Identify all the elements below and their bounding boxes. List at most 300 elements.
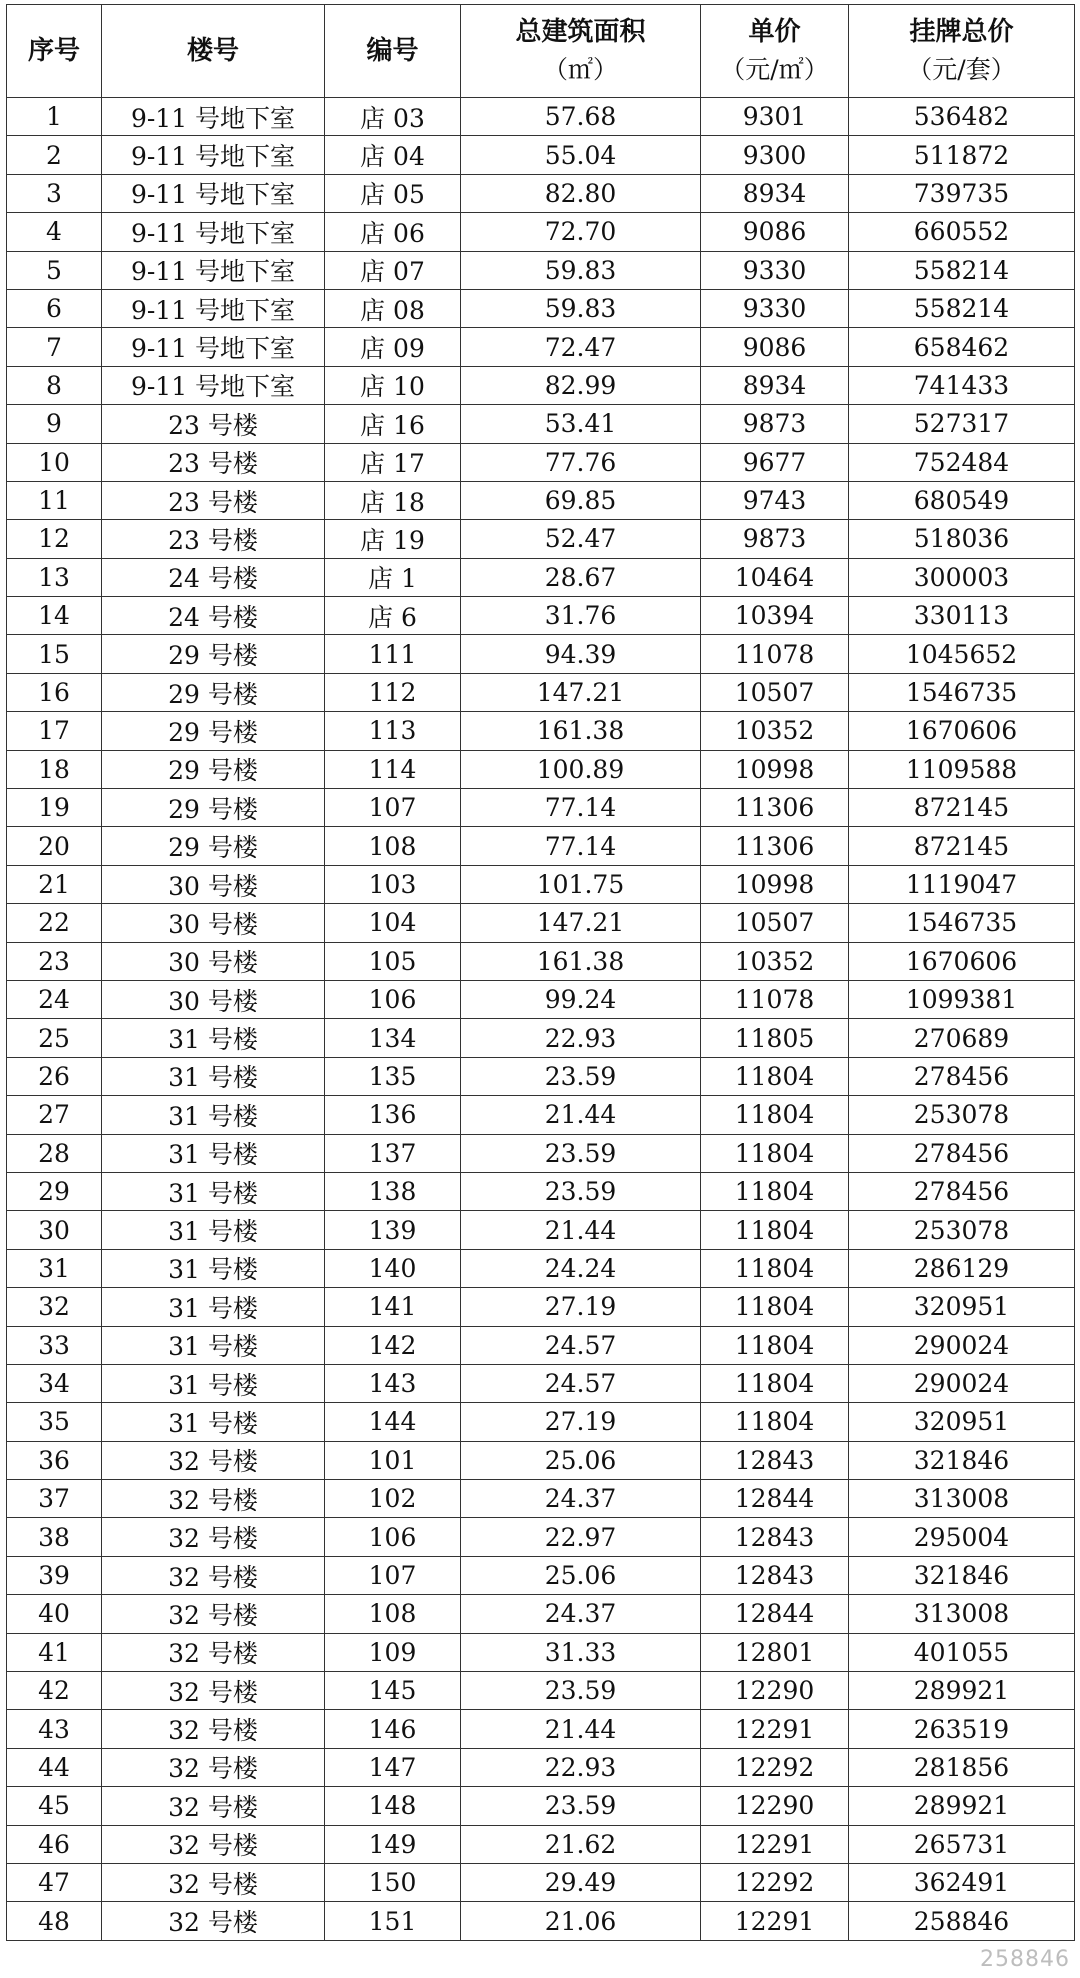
table-row xyxy=(7,942,1075,980)
table-row xyxy=(7,1825,1075,1863)
unit-price-cell: 9677 xyxy=(701,443,849,481)
total-price-cell: 289921 xyxy=(849,1672,1075,1710)
building-cell: 31 号楼 xyxy=(102,1134,325,1172)
area-cell: 21.06 xyxy=(461,1902,701,1940)
code-cell: 106 xyxy=(325,1518,461,1556)
row-index-cell: 8 xyxy=(7,366,102,404)
table-row xyxy=(7,1748,1075,1786)
code-cell: 105 xyxy=(325,942,461,980)
total-price-cell: 527317 xyxy=(849,405,1075,443)
total-price-cell: 1546735 xyxy=(849,673,1075,711)
table-row xyxy=(7,136,1075,174)
code-cell: 107 xyxy=(325,1556,461,1594)
code-cell: 111 xyxy=(325,635,461,673)
area-cell: 21.44 xyxy=(461,1096,701,1134)
row-index-cell: 45 xyxy=(7,1787,102,1825)
code-cell: 151 xyxy=(325,1902,461,1940)
total-price-cell: 1109588 xyxy=(849,750,1075,788)
area-cell: 22.93 xyxy=(461,1748,701,1786)
watermark: 258846 xyxy=(980,1947,1070,1972)
unit-price-cell: 8934 xyxy=(701,174,849,212)
table-row xyxy=(7,289,1075,327)
header-code: 编号 xyxy=(325,5,461,98)
table-row xyxy=(7,1364,1075,1402)
table-row xyxy=(7,904,1075,942)
unit-price-cell: 11804 xyxy=(701,1403,849,1441)
area-cell: 24.37 xyxy=(461,1595,701,1633)
row-index-cell: 40 xyxy=(7,1595,102,1633)
unit-price-cell: 10352 xyxy=(701,712,849,750)
total-price-cell: 1546735 xyxy=(849,904,1075,942)
total-price-cell: 511872 xyxy=(849,136,1075,174)
row-index-cell: 29 xyxy=(7,1172,102,1210)
area-cell: 72.47 xyxy=(461,328,701,366)
row-index-cell: 4 xyxy=(7,213,102,251)
table-row xyxy=(7,1403,1075,1441)
building-cell: 30 号楼 xyxy=(102,865,325,903)
area-cell: 23.59 xyxy=(461,1672,701,1710)
code-cell: 114 xyxy=(325,750,461,788)
total-price-cell: 658462 xyxy=(849,328,1075,366)
area-cell: 147.21 xyxy=(461,904,701,942)
table-header xyxy=(7,5,1075,98)
header-index: 序号 xyxy=(7,5,102,98)
table-row xyxy=(7,405,1075,443)
area-cell: 161.38 xyxy=(461,942,701,980)
table-row xyxy=(7,366,1075,404)
code-cell: 113 xyxy=(325,712,461,750)
unit-price-cell: 9330 xyxy=(701,251,849,289)
code-cell: 109 xyxy=(325,1633,461,1671)
unit-price-cell: 11804 xyxy=(701,1057,849,1095)
building-cell: 32 号楼 xyxy=(102,1441,325,1479)
total-price-cell: 286129 xyxy=(849,1249,1075,1287)
row-index-cell: 11 xyxy=(7,481,102,519)
row-index-cell: 22 xyxy=(7,904,102,942)
table-row xyxy=(7,1288,1075,1326)
area-cell: 23.59 xyxy=(461,1172,701,1210)
building-cell: 29 号楼 xyxy=(102,789,325,827)
area-cell: 24.37 xyxy=(461,1480,701,1518)
row-index-cell: 28 xyxy=(7,1134,102,1172)
row-index-cell: 15 xyxy=(7,635,102,673)
area-cell: 21.62 xyxy=(461,1825,701,1863)
code-cell: 145 xyxy=(325,1672,461,1710)
row-index-cell: 36 xyxy=(7,1441,102,1479)
total-price-cell: 295004 xyxy=(849,1518,1075,1556)
area-cell: 23.59 xyxy=(461,1134,701,1172)
code-cell: 103 xyxy=(325,865,461,903)
code-cell: 店 04 xyxy=(325,136,461,174)
code-cell: 107 xyxy=(325,789,461,827)
table-row xyxy=(7,597,1075,635)
table-row xyxy=(7,980,1075,1018)
table-row xyxy=(7,1556,1075,1594)
row-index-cell: 27 xyxy=(7,1096,102,1134)
total-price-cell: 741433 xyxy=(849,366,1075,404)
total-price-cell: 321846 xyxy=(849,1556,1075,1594)
row-index-cell: 44 xyxy=(7,1748,102,1786)
area-cell: 52.47 xyxy=(461,520,701,558)
row-index-cell: 41 xyxy=(7,1633,102,1671)
header-row xyxy=(7,5,1075,98)
table-row xyxy=(7,443,1075,481)
unit-price-cell: 10507 xyxy=(701,673,849,711)
row-index-cell: 42 xyxy=(7,1672,102,1710)
table-row xyxy=(7,712,1075,750)
unit-price-cell: 12290 xyxy=(701,1787,849,1825)
total-price-cell: 270689 xyxy=(849,1019,1075,1057)
table-row xyxy=(7,558,1075,596)
unit-price-cell: 11804 xyxy=(701,1249,849,1287)
unit-price-cell: 11805 xyxy=(701,1019,849,1057)
row-index-cell: 38 xyxy=(7,1518,102,1556)
table-row xyxy=(7,1249,1075,1287)
total-price-cell: 872145 xyxy=(849,827,1075,865)
table-row xyxy=(7,635,1075,673)
unit-price-cell: 9873 xyxy=(701,520,849,558)
area-cell: 25.06 xyxy=(461,1441,701,1479)
code-cell: 135 xyxy=(325,1057,461,1095)
unit-price-cell: 12844 xyxy=(701,1480,849,1518)
row-index-cell: 31 xyxy=(7,1249,102,1287)
row-index-cell: 9 xyxy=(7,405,102,443)
total-price-cell: 320951 xyxy=(849,1403,1075,1441)
building-cell: 31 号楼 xyxy=(102,1249,325,1287)
row-index-cell: 5 xyxy=(7,251,102,289)
unit-price-cell: 10352 xyxy=(701,942,849,980)
unit-price-cell: 10507 xyxy=(701,904,849,942)
table-row xyxy=(7,1863,1075,1901)
area-cell: 59.83 xyxy=(461,289,701,327)
area-cell: 27.19 xyxy=(461,1403,701,1441)
area-cell: 94.39 xyxy=(461,635,701,673)
total-price-cell: 278456 xyxy=(849,1134,1075,1172)
row-index-cell: 17 xyxy=(7,712,102,750)
row-index-cell: 13 xyxy=(7,558,102,596)
total-price-cell: 321846 xyxy=(849,1441,1075,1479)
total-price-cell: 1670606 xyxy=(849,712,1075,750)
unit-price-cell: 11804 xyxy=(701,1211,849,1249)
row-index-cell: 39 xyxy=(7,1556,102,1594)
total-price-cell: 289921 xyxy=(849,1787,1075,1825)
area-cell: 100.89 xyxy=(461,750,701,788)
table-row xyxy=(7,520,1075,558)
code-cell: 店 07 xyxy=(325,251,461,289)
header-total-price xyxy=(849,5,1075,98)
building-cell: 9-11 号地下室 xyxy=(102,328,325,366)
code-cell: 134 xyxy=(325,1019,461,1057)
total-price-cell: 253078 xyxy=(849,1211,1075,1249)
code-cell: 店 09 xyxy=(325,328,461,366)
area-cell: 69.85 xyxy=(461,481,701,519)
building-cell: 9-11 号地下室 xyxy=(102,174,325,212)
header-unit-price-label: 单价 xyxy=(748,17,801,47)
building-cell: 30 号楼 xyxy=(102,980,325,1018)
code-cell: 137 xyxy=(325,1134,461,1172)
code-cell: 店 6 xyxy=(325,597,461,635)
unit-price-cell: 12801 xyxy=(701,1633,849,1671)
row-index-cell: 33 xyxy=(7,1326,102,1364)
total-price-cell: 253078 xyxy=(849,1096,1075,1134)
code-cell: 店 17 xyxy=(325,443,461,481)
building-cell: 9-11 号地下室 xyxy=(102,213,325,251)
area-cell: 23.59 xyxy=(461,1057,701,1095)
unit-price-cell: 12292 xyxy=(701,1748,849,1786)
unit-price-cell: 8934 xyxy=(701,366,849,404)
unit-price-cell: 9300 xyxy=(701,136,849,174)
total-price-cell: 680549 xyxy=(849,481,1075,519)
building-cell: 31 号楼 xyxy=(102,1096,325,1134)
unit-price-cell: 10394 xyxy=(701,597,849,635)
unit-price-cell: 9743 xyxy=(701,481,849,519)
total-price-cell: 536482 xyxy=(849,98,1075,136)
building-cell: 23 号楼 xyxy=(102,443,325,481)
table-row xyxy=(7,1134,1075,1172)
unit-price-cell: 11804 xyxy=(701,1096,849,1134)
total-price-cell: 1119047 xyxy=(849,865,1075,903)
code-cell: 140 xyxy=(325,1249,461,1287)
unit-price-cell: 11804 xyxy=(701,1364,849,1402)
unit-price-cell: 10998 xyxy=(701,865,849,903)
building-cell: 23 号楼 xyxy=(102,405,325,443)
building-cell: 29 号楼 xyxy=(102,635,325,673)
unit-price-cell: 9086 xyxy=(701,213,849,251)
total-price-cell: 313008 xyxy=(849,1480,1075,1518)
code-cell: 148 xyxy=(325,1787,461,1825)
table-row xyxy=(7,1096,1075,1134)
area-cell: 22.93 xyxy=(461,1019,701,1057)
row-index-cell: 21 xyxy=(7,865,102,903)
table-row xyxy=(7,251,1075,289)
area-cell: 59.83 xyxy=(461,251,701,289)
building-cell: 31 号楼 xyxy=(102,1019,325,1057)
area-cell: 82.80 xyxy=(461,174,701,212)
building-cell: 9-11 号地下室 xyxy=(102,98,325,136)
area-cell: 99.24 xyxy=(461,980,701,1018)
unit-price-cell: 12843 xyxy=(701,1556,849,1594)
building-cell: 9-11 号地下室 xyxy=(102,136,325,174)
building-cell: 32 号楼 xyxy=(102,1633,325,1671)
area-cell: 55.04 xyxy=(461,136,701,174)
total-price-cell: 320951 xyxy=(849,1288,1075,1326)
code-cell: 104 xyxy=(325,904,461,942)
area-cell: 28.67 xyxy=(461,558,701,596)
total-price-cell: 278456 xyxy=(849,1057,1075,1095)
row-index-cell: 16 xyxy=(7,673,102,711)
table-row xyxy=(7,328,1075,366)
building-cell: 23 号楼 xyxy=(102,481,325,519)
total-price-cell: 660552 xyxy=(849,213,1075,251)
header-area xyxy=(461,5,701,98)
table-row xyxy=(7,1902,1075,1940)
row-index-cell: 35 xyxy=(7,1403,102,1441)
total-price-cell: 752484 xyxy=(849,443,1075,481)
total-price-cell: 872145 xyxy=(849,789,1075,827)
area-cell: 24.57 xyxy=(461,1364,701,1402)
table-row xyxy=(7,1633,1075,1671)
area-cell: 24.24 xyxy=(461,1249,701,1287)
unit-price-cell: 9330 xyxy=(701,289,849,327)
code-cell: 142 xyxy=(325,1326,461,1364)
row-index-cell: 24 xyxy=(7,980,102,1018)
unit-price-cell: 9086 xyxy=(701,328,849,366)
area-cell: 24.57 xyxy=(461,1326,701,1364)
area-cell: 77.14 xyxy=(461,827,701,865)
row-index-cell: 3 xyxy=(7,174,102,212)
row-index-cell: 48 xyxy=(7,1902,102,1940)
row-index-cell: 1 xyxy=(7,98,102,136)
building-cell: 31 号楼 xyxy=(102,1211,325,1249)
table-row xyxy=(7,1326,1075,1364)
unit-price-cell: 12844 xyxy=(701,1595,849,1633)
building-cell: 32 号楼 xyxy=(102,1863,325,1901)
building-cell: 29 号楼 xyxy=(102,750,325,788)
table-row xyxy=(7,865,1075,903)
code-cell: 150 xyxy=(325,1863,461,1901)
unit-price-cell: 11804 xyxy=(701,1134,849,1172)
building-cell: 9-11 号地下室 xyxy=(102,289,325,327)
building-cell: 32 号楼 xyxy=(102,1595,325,1633)
code-cell: 149 xyxy=(325,1825,461,1863)
area-cell: 77.14 xyxy=(461,789,701,827)
unit-price-cell: 9301 xyxy=(701,98,849,136)
row-index-cell: 47 xyxy=(7,1863,102,1901)
total-price-cell: 558214 xyxy=(849,289,1075,327)
row-index-cell: 20 xyxy=(7,827,102,865)
area-cell: 27.19 xyxy=(461,1288,701,1326)
unit-price-cell: 11306 xyxy=(701,789,849,827)
table-row xyxy=(7,789,1075,827)
row-index-cell: 34 xyxy=(7,1364,102,1402)
table-row xyxy=(7,673,1075,711)
building-cell: 31 号楼 xyxy=(102,1364,325,1402)
table-row xyxy=(7,213,1075,251)
code-cell: 店 06 xyxy=(325,213,461,251)
code-cell: 108 xyxy=(325,827,461,865)
code-cell: 店 03 xyxy=(325,98,461,136)
header-building: 楼号 xyxy=(102,5,325,98)
area-cell: 25.06 xyxy=(461,1556,701,1594)
building-cell: 31 号楼 xyxy=(102,1172,325,1210)
table-row xyxy=(7,98,1075,136)
table-body xyxy=(7,98,1075,1941)
total-price-cell: 258846 xyxy=(849,1902,1075,1940)
total-price-cell: 313008 xyxy=(849,1595,1075,1633)
row-index-cell: 30 xyxy=(7,1211,102,1249)
building-cell: 29 号楼 xyxy=(102,712,325,750)
building-cell: 31 号楼 xyxy=(102,1403,325,1441)
building-cell: 31 号楼 xyxy=(102,1057,325,1095)
total-price-cell: 1099381 xyxy=(849,980,1075,1018)
area-cell: 57.68 xyxy=(461,98,701,136)
header-area-label: 总建筑面积 xyxy=(515,17,646,47)
building-cell: 29 号楼 xyxy=(102,827,325,865)
header-unit-price-unit: （元/㎡） xyxy=(720,55,829,84)
building-cell: 32 号楼 xyxy=(102,1480,325,1518)
code-cell: 店 05 xyxy=(325,174,461,212)
row-index-cell: 2 xyxy=(7,136,102,174)
building-cell: 32 号楼 xyxy=(102,1748,325,1786)
building-cell: 32 号楼 xyxy=(102,1710,325,1748)
row-index-cell: 32 xyxy=(7,1288,102,1326)
unit-price-cell: 12291 xyxy=(701,1710,849,1748)
unit-price-cell: 11078 xyxy=(701,635,849,673)
row-index-cell: 14 xyxy=(7,597,102,635)
area-cell: 31.33 xyxy=(461,1633,701,1671)
area-cell: 31.76 xyxy=(461,597,701,635)
table-row xyxy=(7,1672,1075,1710)
area-cell: 72.70 xyxy=(461,213,701,251)
unit-price-cell: 12843 xyxy=(701,1518,849,1556)
total-price-cell: 265731 xyxy=(849,1825,1075,1863)
building-cell: 32 号楼 xyxy=(102,1672,325,1710)
unit-price-cell: 10464 xyxy=(701,558,849,596)
building-cell: 24 号楼 xyxy=(102,558,325,596)
code-cell: 143 xyxy=(325,1364,461,1402)
table-row xyxy=(7,1211,1075,1249)
row-index-cell: 25 xyxy=(7,1019,102,1057)
unit-price-cell: 11306 xyxy=(701,827,849,865)
table-row xyxy=(7,174,1075,212)
total-price-cell: 518036 xyxy=(849,520,1075,558)
area-cell: 82.99 xyxy=(461,366,701,404)
table-row xyxy=(7,1518,1075,1556)
building-cell: 32 号楼 xyxy=(102,1825,325,1863)
header-area-unit: （㎡） xyxy=(542,55,618,84)
code-cell: 店 1 xyxy=(325,558,461,596)
area-cell: 23.59 xyxy=(461,1787,701,1825)
building-cell: 24 号楼 xyxy=(102,597,325,635)
area-cell: 21.44 xyxy=(461,1211,701,1249)
code-cell: 144 xyxy=(325,1403,461,1441)
total-price-cell: 362491 xyxy=(849,1863,1075,1901)
total-price-cell: 1670606 xyxy=(849,942,1075,980)
code-cell: 141 xyxy=(325,1288,461,1326)
total-price-cell: 558214 xyxy=(849,251,1075,289)
building-cell: 9-11 号地下室 xyxy=(102,366,325,404)
row-index-cell: 10 xyxy=(7,443,102,481)
row-index-cell: 6 xyxy=(7,289,102,327)
building-cell: 30 号楼 xyxy=(102,904,325,942)
table-row xyxy=(7,1172,1075,1210)
code-cell: 店 10 xyxy=(325,366,461,404)
row-index-cell: 37 xyxy=(7,1480,102,1518)
code-cell: 店 08 xyxy=(325,289,461,327)
area-cell: 161.38 xyxy=(461,712,701,750)
area-cell: 22.97 xyxy=(461,1518,701,1556)
total-price-cell: 290024 xyxy=(849,1326,1075,1364)
row-index-cell: 12 xyxy=(7,520,102,558)
row-index-cell: 43 xyxy=(7,1710,102,1748)
building-cell: 9-11 号地下室 xyxy=(102,251,325,289)
unit-price-cell: 12291 xyxy=(701,1825,849,1863)
unit-price-cell: 11804 xyxy=(701,1172,849,1210)
table-row xyxy=(7,1057,1075,1095)
code-cell: 136 xyxy=(325,1096,461,1134)
price-list-table xyxy=(6,4,1075,1941)
table-row xyxy=(7,1787,1075,1825)
area-cell: 29.49 xyxy=(461,1863,701,1901)
row-index-cell: 19 xyxy=(7,789,102,827)
header-total-price-label: 挂牌总价 xyxy=(909,17,1014,47)
total-price-cell: 1045652 xyxy=(849,635,1075,673)
code-cell: 146 xyxy=(325,1710,461,1748)
unit-price-cell: 9873 xyxy=(701,405,849,443)
total-price-cell: 739735 xyxy=(849,174,1075,212)
table-row xyxy=(7,750,1075,788)
building-cell: 31 号楼 xyxy=(102,1326,325,1364)
